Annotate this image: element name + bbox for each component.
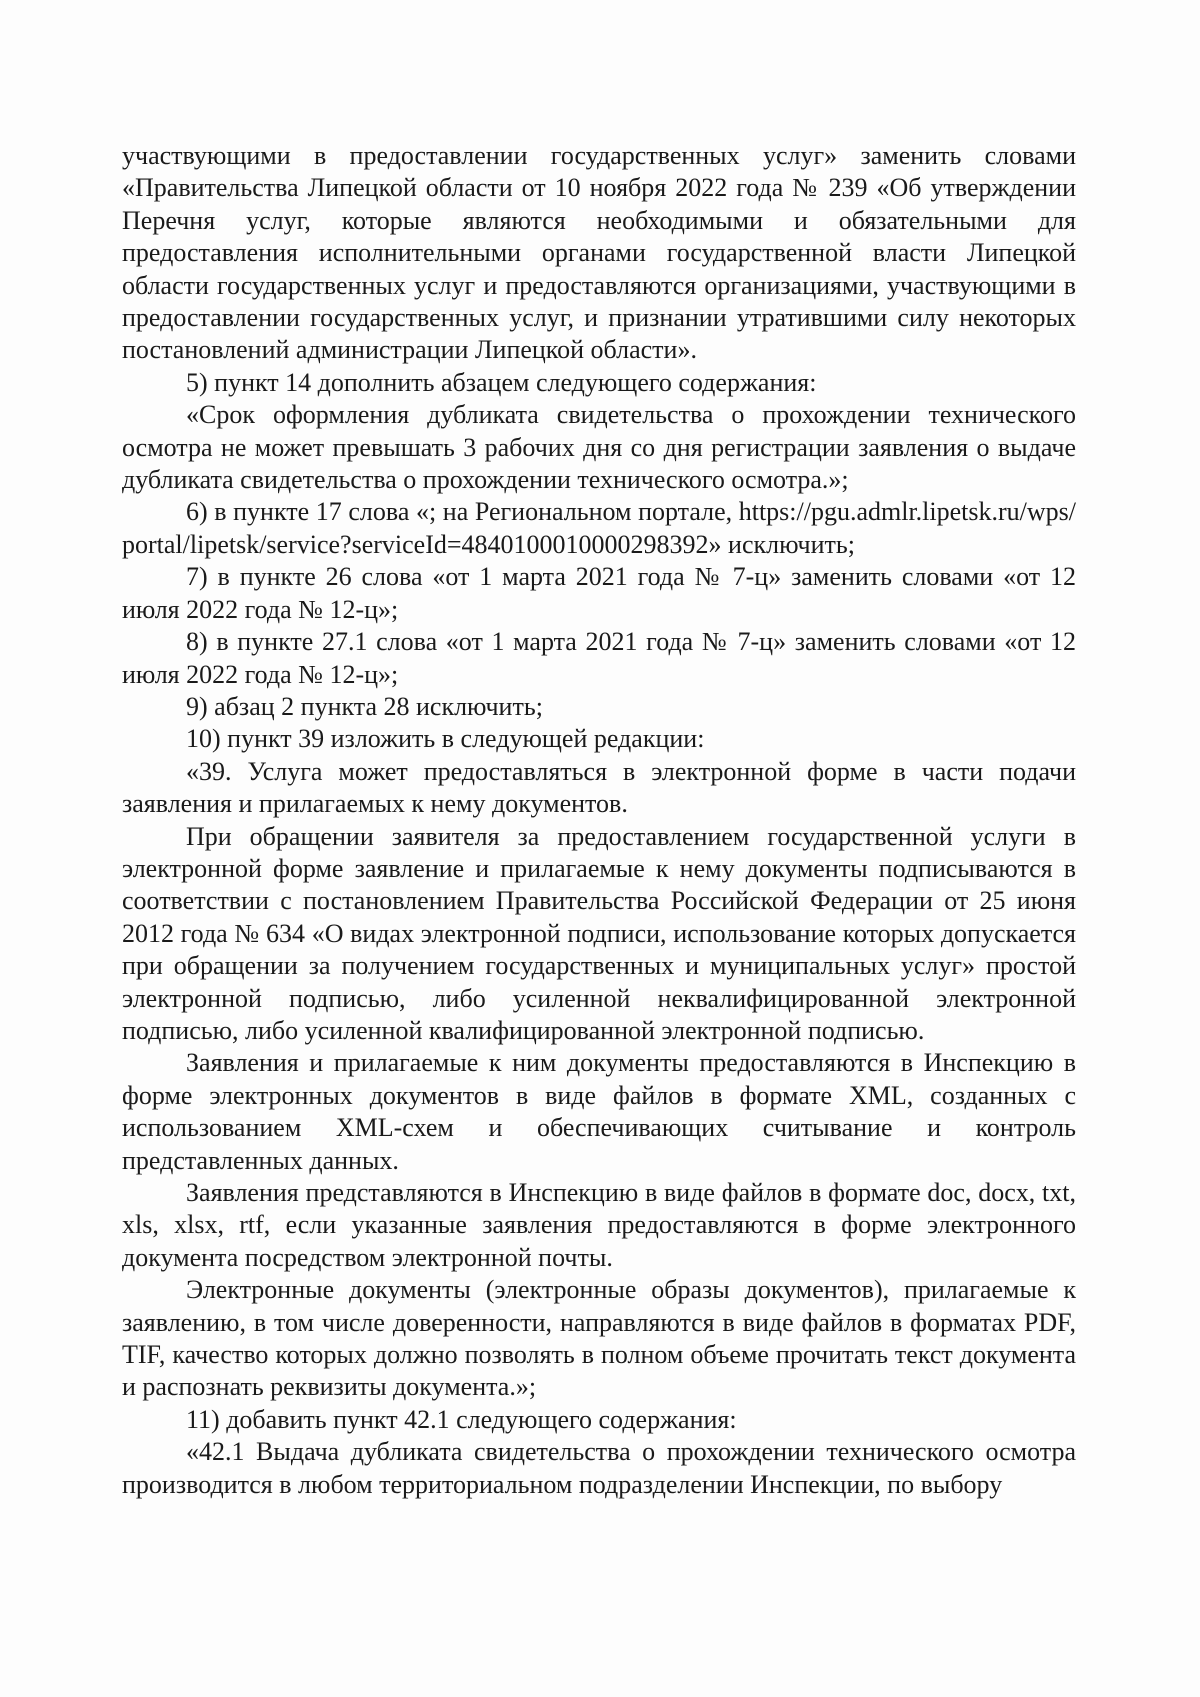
paragraph-item-11: 11) добавить пункт 42.1 следующего содержания: (186, 1404, 737, 1434)
paragraph-item-10: 10) пункт 39 изложить в следующей редакции: (186, 724, 705, 754)
paragraph-continuation: участвующими в предоставлении государственных услуг» заменить словами «Правительства Липецкой области от 10 ноября 2022 года № 239 «Об утверждении Перечня услуг, которые являются необходимыми и обязательными для предоставления исполнительными органами государственной власти Липецкой области государственных услуг и предоставляются организациями, участвующими в предоставлении государственных услуг, и признании утратившими силу некоторых постановлений администрации Липецкой области». (122, 141, 1076, 365)
paragraph-clause-39-signature: При обращении заявителя за предоставлением государственной услуги в электронной форме заявление и прилагаемые к нему документы подписываются в соответствии с постановлением Правительства Российской Федерации от 25 июня 2012 года № 634 «О видах электронной подписи, использование которых допускается при обращении за получением государственных и муниципальных услуг» простой электронной подписью, либо усиленной неквалифицированной электронной подписью, либо усиленной квалифицированной электронной подписью. (122, 821, 1076, 1045)
paragraph-item-5-quote: «Срок оформления дубликата свидетельства о прохождении технического осмотра не может превышать 3 рабочих дня со дня регистрации заявления о выдаче дубликата свидетельства о прохождении технического осмотра.»; (122, 400, 1076, 495)
paragraph-item-6: 6) в пункте 17 слова «; на Региональном портале, https://pgu.admlr.lipetsk.ru/wps/portal/lipetsk/service?serviceId=4840100010000298392» исключить; (122, 497, 1076, 559)
paragraph-item-5: 5) пункт 14 дополнить абзацем следующего содержания: (186, 367, 817, 397)
document-body (122, 140, 1076, 1501)
paragraph-clause-39: «39. Услуга может предоставляться в электронной форме в части подачи заявления и прилагаемых к нему документов. (122, 756, 1076, 819)
paragraph-clause-39-formats: Заявления представляются в Инспекцию в виде файлов в формате doc, docx, txt, xls, xlsx, rtf, если указанные заявления предоставляются в форме электронного документа посредством электронной почты. (122, 1178, 1076, 1272)
paragraph-clause-42-1: «42.1 Выдача дубликата свидетельства о прохождении технического осмотра производится в любом территориальном подразделении Инспекции, по выбору (122, 1437, 1076, 1499)
paragraph-item-8: 8) в пункте 27.1 слова «от 1 марта 2021 года № 7-ц» заменить словами «от 12 июля 2022 года № 12-ц»; (122, 627, 1076, 689)
paragraph-clause-39-xml: Заявления и прилагаемые к ним документы предоставляются в Инспекцию в форме электронных документов в виде файлов в формате XML, созданных с использованием XML-схем и обеспечивающих считывание и контроль представленных данных. (122, 1048, 1076, 1175)
paragraph-item-7: 7) в пункте 26 слова «от 1 марта 2021 года № 7-ц» заменить словами «от 12 июля 2022 года № 12-ц»; (122, 562, 1076, 624)
paragraph-item-9: 9) абзац 2 пункта 28 исключить; (186, 691, 543, 721)
paragraph-clause-39-attachments: Электронные документы (электронные образы документов), прилагаемые к заявлению, в том числе доверенности, направляются в виде файлов в форматах PDF, TIF, качество которых должно позволять в полном объеме прочитать текст документа и распознать реквизиты документа.»; (122, 1275, 1076, 1402)
